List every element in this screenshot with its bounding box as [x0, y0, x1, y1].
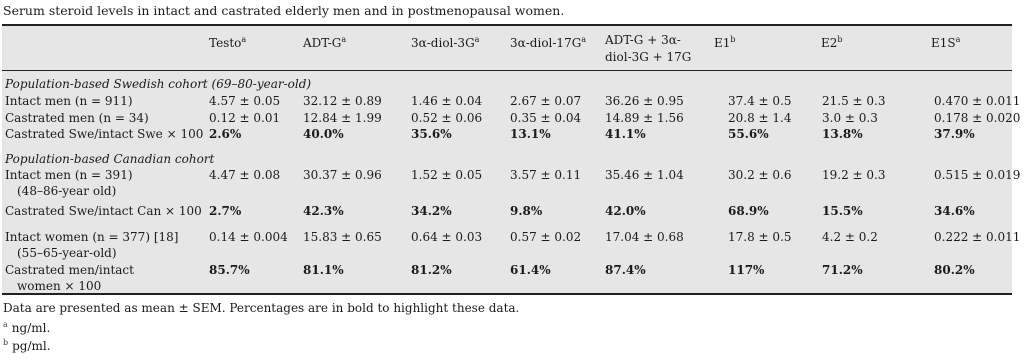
table-cell: 17.04 ± 0.68: [605, 230, 684, 244]
column-header-footnote-mark: a: [241, 35, 247, 44]
table-cell: 9.8%: [510, 204, 543, 218]
table-cell: 34.6%: [934, 204, 975, 218]
table-cell: 71.2%: [822, 263, 863, 277]
column-header-label: 3α-diol-17G: [510, 36, 582, 50]
column-header-label: ADT-G + 3α-: [605, 33, 681, 47]
table-cell: 2.67 ± 0.07: [510, 94, 582, 108]
table-bottom-rule: [2, 293, 1012, 295]
table-cell: 32.12 ± 0.89: [303, 94, 382, 108]
column-header: [605, 33, 681, 47]
table-cell: 41.1%: [605, 127, 646, 141]
column-header-label: 3α-diol-3G: [411, 36, 475, 50]
column-header: [209, 33, 246, 50]
table-cell: 0.12 ± 0.01: [209, 111, 281, 125]
table-cell: 35.6%: [411, 127, 452, 141]
table-cell: 36.26 ± 0.95: [605, 94, 684, 108]
table-cell: 80.2%: [934, 263, 975, 277]
row-label-line2: (55–65-year-old): [17, 246, 117, 260]
table-cell: 2.6%: [209, 127, 242, 141]
row-label: Castrated men (n = 34): [5, 111, 149, 125]
column-header-footnote-mark: b: [837, 35, 843, 44]
table-cell: 0.222 ± 0.011: [934, 230, 1021, 244]
footnote-a: [3, 320, 50, 335]
table-cell: 87.4%: [605, 263, 646, 277]
table-cell: 81.2%: [411, 263, 452, 277]
table-cell: 13.1%: [510, 127, 551, 141]
column-header-label: E1S: [931, 36, 956, 50]
section-title: Population-based Swedish cohort (69–80-year-old): [5, 77, 312, 91]
table-cell: 19.2 ± 0.3: [822, 168, 886, 182]
table-cell: 0.515 ± 0.019: [934, 168, 1021, 182]
table-cell: 0.178 ± 0.020: [934, 111, 1021, 125]
table-cell: 3.57 ± 0.11: [510, 168, 582, 182]
table-cell: 1.52 ± 0.05: [411, 168, 483, 182]
table-cell: 0.64 ± 0.03: [411, 230, 483, 244]
table-cell: 61.4%: [510, 263, 551, 277]
column-header-label: ADT-G: [303, 36, 342, 50]
column-header-label: Testo: [209, 36, 242, 50]
table-cell: 21.5 ± 0.3: [822, 94, 886, 108]
footnote-b: [3, 338, 51, 353]
row-label: Castrated Swe/intact Swe × 100: [5, 127, 204, 141]
column-header: [411, 33, 479, 50]
table-cell: 40.0%: [303, 127, 344, 141]
table-cell: 13.8%: [822, 127, 863, 141]
table-cell: 34.2%: [411, 204, 452, 218]
table-cell: 30.2 ± 0.6: [728, 168, 792, 182]
column-header: [303, 33, 346, 50]
table-cell: 81.1%: [303, 263, 344, 277]
row-label: Intact men (n = 911): [5, 94, 133, 108]
row-label: Castrated men/intact: [5, 263, 134, 277]
table-cell: 55.6%: [728, 127, 769, 141]
table-cell: 0.52 ± 0.06: [411, 111, 483, 125]
column-header: [714, 33, 736, 50]
table-cell: 3.0 ± 0.3: [822, 111, 878, 125]
table-cell: 68.9%: [728, 204, 769, 218]
table-cell: 117%: [728, 263, 765, 277]
table-cell: 35.46 ± 1.04: [605, 168, 684, 182]
column-header: [821, 33, 843, 50]
column-header-label-line2: diol-3G + 17G: [605, 50, 692, 64]
table-cell: 14.89 ± 1.56: [605, 111, 684, 125]
row-label: Intact women (n = 377) [18]: [5, 230, 179, 244]
row-label: Intact men (n = 391): [5, 168, 133, 182]
footnote-text: pg/ml.: [12, 339, 51, 353]
table-cell: 0.470 ± 0.011: [934, 94, 1021, 108]
table-cell: 4.57 ± 0.05: [209, 94, 281, 108]
table-cell: 0.57 ± 0.02: [510, 230, 582, 244]
table-cell: 42.0%: [605, 204, 646, 218]
column-header-footnote-mark: a: [581, 35, 587, 44]
table-cell: 37.4 ± 0.5: [728, 94, 792, 108]
footnote-text: ng/ml.: [11, 321, 51, 335]
table-cell: 20.8 ± 1.4: [728, 111, 792, 125]
table-cell: 4.47 ± 0.08: [209, 168, 281, 182]
column-header-label: E1: [714, 36, 731, 50]
footnote-mark: a: [3, 320, 8, 329]
table-top-rule: [2, 24, 1012, 26]
table-cell: 4.2 ± 0.2: [822, 230, 878, 244]
table-cell: 15.83 ± 0.65: [303, 230, 382, 244]
row-label-line2: women × 100: [17, 279, 102, 293]
column-header: [510, 33, 586, 50]
table-cell: 0.14 ± 0.004: [209, 230, 288, 244]
column-header-footnote-mark: a: [955, 35, 961, 44]
table-cell: 42.3%: [303, 204, 344, 218]
table-cell: 17.8 ± 0.5: [728, 230, 792, 244]
column-header-footnote-mark: b: [730, 35, 736, 44]
table-cell: 37.9%: [934, 127, 975, 141]
table-cell: 12.84 ± 1.99: [303, 111, 382, 125]
section-title: Population-based Canadian cohort: [5, 152, 215, 166]
column-header-label: E2: [821, 36, 838, 50]
table-note: Data are presented as mean ± SEM. Percentages are in bold to highlight these data.: [3, 301, 520, 315]
table-cell: 2.7%: [209, 204, 242, 218]
table-cell: 85.7%: [209, 263, 250, 277]
row-label-line2: (48–86-year old): [17, 184, 117, 198]
row-label: Castrated Swe/intact Can × 100: [5, 204, 202, 218]
table-cell: 15.5%: [822, 204, 863, 218]
column-header-footnote-mark: a: [474, 35, 480, 44]
column-header-footnote-mark: a: [341, 35, 347, 44]
table-cell: 1.46 ± 0.04: [411, 94, 483, 108]
footnote-mark: b: [3, 338, 9, 347]
table-cell: 30.37 ± 0.96: [303, 168, 382, 182]
table-header-rule: [2, 70, 1012, 71]
column-header: [931, 33, 960, 50]
table-caption: Serum steroid levels in intact and castrated elderly men and in postmenopausal women.: [3, 3, 565, 18]
table-cell: 0.35 ± 0.04: [510, 111, 582, 125]
